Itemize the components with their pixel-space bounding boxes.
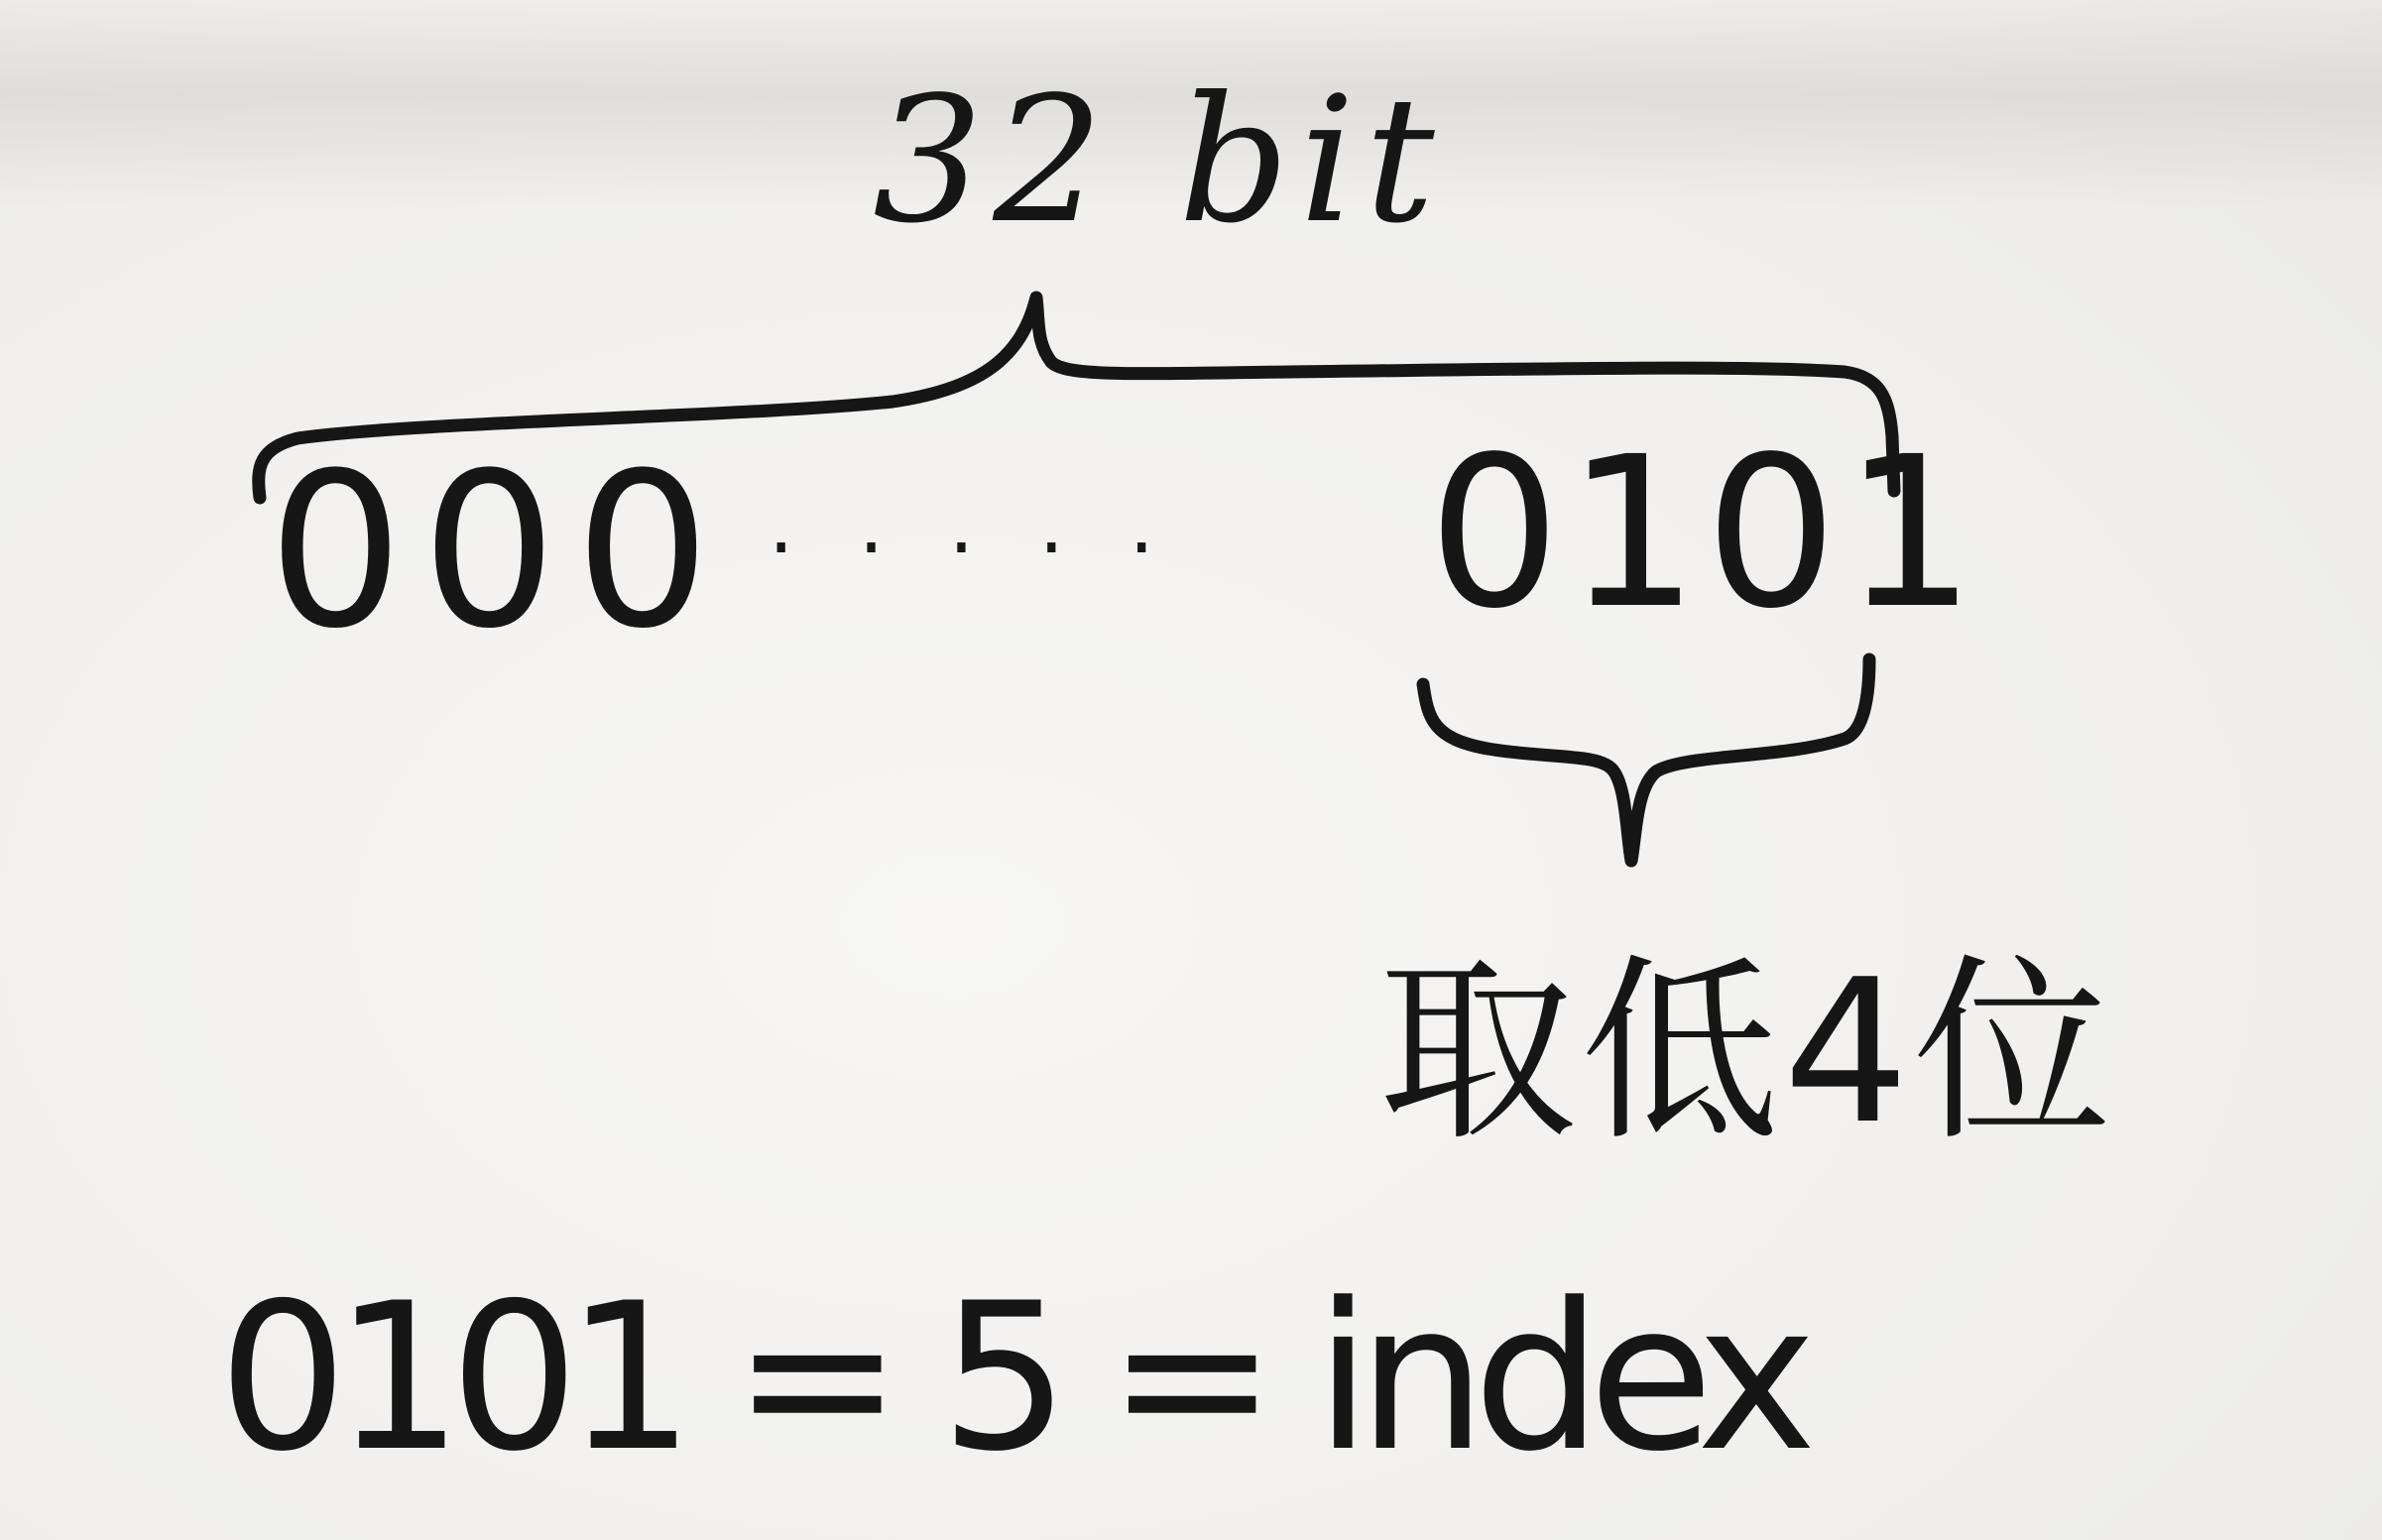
low-bits: 0101 <box>1428 412 1982 654</box>
bit-ellipsis: · · · · · <box>769 502 1174 594</box>
low-bits-caption: 取低4位 <box>1378 937 2116 1168</box>
index-equation: 0101 = 5 = index <box>218 1260 1825 1496</box>
bit-width-label: 32 bit <box>873 60 1445 262</box>
low-bits-brace <box>1423 659 1869 861</box>
high-bits: 000 <box>268 426 729 675</box>
